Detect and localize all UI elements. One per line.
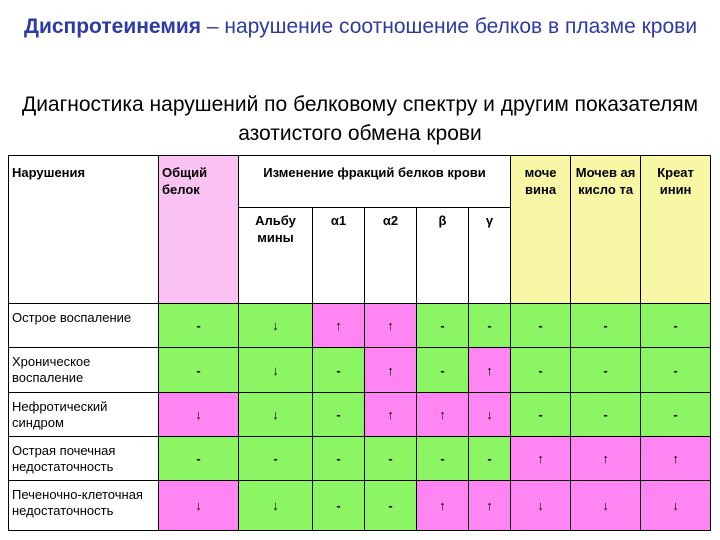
table-cell: - bbox=[641, 304, 711, 348]
heading-bold-term: Диспротеинемия bbox=[24, 15, 202, 38]
table-cell: ↑ bbox=[469, 348, 511, 393]
row-label: Нефротический синдром bbox=[9, 393, 159, 437]
row-label: Острая почечная недостаточность bbox=[9, 437, 159, 481]
table-cell: - bbox=[417, 348, 469, 393]
table-cell: ↑ bbox=[571, 437, 641, 481]
table-cell: - bbox=[417, 437, 469, 481]
header-albumins: Альбу мины bbox=[239, 208, 313, 304]
table-row bbox=[9, 481, 711, 531]
table-cell: ↑ bbox=[365, 393, 417, 437]
table-cell: - bbox=[417, 304, 469, 348]
table-cell: - bbox=[469, 304, 511, 348]
table-row bbox=[9, 393, 711, 437]
table-cell: ↑ bbox=[417, 481, 469, 531]
table-cell: ↑ bbox=[365, 304, 417, 348]
table-cell: ↓ bbox=[159, 481, 239, 531]
table-cell: - bbox=[365, 437, 417, 481]
header-alpha2: α2 bbox=[365, 208, 417, 304]
table-cell: - bbox=[239, 437, 313, 481]
table-cell: - bbox=[313, 481, 365, 531]
table-cell: - bbox=[313, 348, 365, 393]
table-cell: - bbox=[641, 348, 711, 393]
table-cell: ↓ bbox=[239, 348, 313, 393]
table-cell: - bbox=[571, 304, 641, 348]
table-cell: ↓ bbox=[571, 481, 641, 531]
table-cell: - bbox=[313, 393, 365, 437]
header-alpha1: α1 bbox=[313, 208, 365, 304]
row-label: Хроническое воспаление bbox=[9, 348, 159, 393]
table-cell: ↑ bbox=[313, 304, 365, 348]
table-cell: ↑ bbox=[511, 437, 571, 481]
table-cell: ↓ bbox=[641, 481, 711, 531]
table-cell: - bbox=[469, 437, 511, 481]
table-cell: ↓ bbox=[239, 304, 313, 348]
table-cell: - bbox=[159, 437, 239, 481]
table-cell: - bbox=[365, 481, 417, 531]
table-cell: ↓ bbox=[239, 393, 313, 437]
header-beta: β bbox=[417, 208, 469, 304]
table-cell: ↑ bbox=[641, 437, 711, 481]
table-cell: ↓ bbox=[511, 481, 571, 531]
table-cell: ↓ bbox=[159, 393, 239, 437]
table-cell: - bbox=[159, 348, 239, 393]
table-cell: - bbox=[159, 304, 239, 348]
table-cell: - bbox=[571, 393, 641, 437]
table-cell: - bbox=[571, 348, 641, 393]
header-total-protein: Общий белок bbox=[159, 156, 239, 304]
header-violations: Нарушения bbox=[9, 156, 159, 304]
table-cell: - bbox=[511, 393, 571, 437]
table-cell: - bbox=[641, 393, 711, 437]
table-cell: ↓ bbox=[239, 481, 313, 531]
protein-spectrum-table bbox=[8, 155, 711, 531]
heading-definition: – нарушение соотношение белков в плазме крови bbox=[201, 15, 698, 38]
table-cell: - bbox=[313, 437, 365, 481]
table-cell: ↑ bbox=[365, 348, 417, 393]
table-cell: - bbox=[511, 348, 571, 393]
table-row bbox=[9, 348, 711, 393]
table-cell: - bbox=[511, 304, 571, 348]
table-row bbox=[9, 304, 711, 348]
page-heading bbox=[24, 12, 704, 41]
table-cell: ↓ bbox=[469, 393, 511, 437]
table-cell: ↑ bbox=[417, 393, 469, 437]
header-creatinine: Креат инин bbox=[641, 156, 711, 304]
header-urea: моче вина bbox=[511, 156, 571, 304]
header-fractions: Изменение фракций белков крови bbox=[239, 156, 511, 208]
table-cell: ↑ bbox=[469, 481, 511, 531]
header-uric-acid: Мочев ая кисло та bbox=[571, 156, 641, 304]
table-row bbox=[9, 437, 711, 481]
row-label: Печеночно-клеточная недостаточность bbox=[9, 481, 159, 531]
header-gamma: γ bbox=[469, 208, 511, 304]
page-subtitle: Диагностика нарушений по белковому спектру и другим показателям азотистого обмена крови bbox=[21, 93, 699, 145]
row-label: Острое воспаление bbox=[9, 304, 159, 348]
